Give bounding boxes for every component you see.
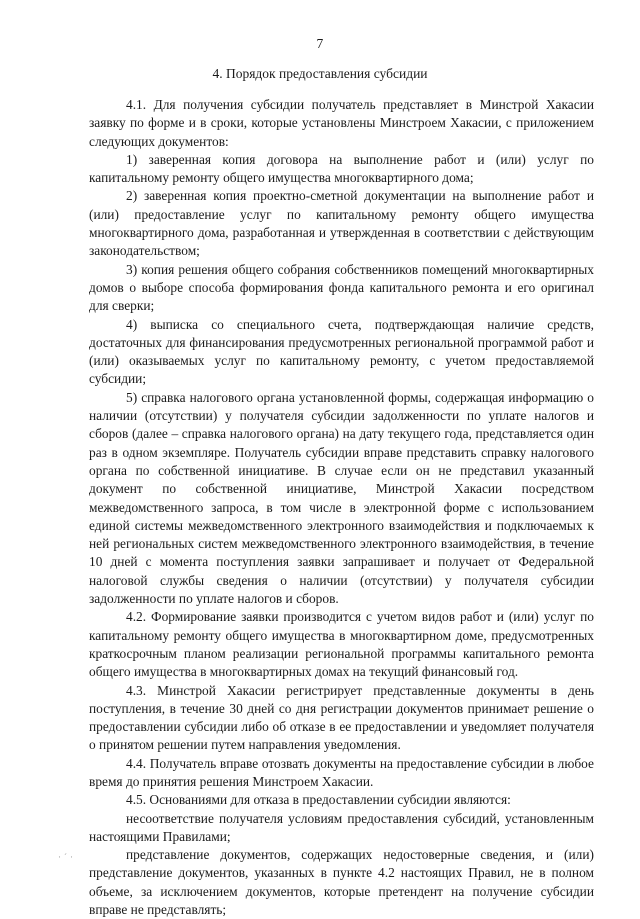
paragraph-item-4: 4) выписка со специального счета, подтверждающая наличие средств, достаточных для финансирования предусмотренных региональной программой работ и (или) оказываемых услуг по капитальному ремонту, с учетом предоставляемой субсидии; — [89, 316, 594, 387]
paragraph-4-4: 4.4. Получатель вправе отозвать документы на предоставление субсидии в любое время до принятия решения Минстроем Хакасии. — [89, 755, 594, 789]
page-number: 7 — [316, 36, 324, 51]
section-title: 4. Порядок предоставления субсидии — [212, 66, 428, 81]
paragraph-refusal-ground-2: представление документов, содержащих недостоверные сведения, и (или) представление документов, указанных в пункте 4.2 настоящих Правил, не в полном объеме, за исключением документов, которые претендент на получение субсидии вправе не представлять; — [89, 847, 594, 918]
paragraph-4-1: 4.1. Для получения субсидии получатель представляет в Минстрой Хакасии заявку по форме и в сроки, которые установлены Минстроем Хакасии, с приложением следующих документов: — [89, 97, 594, 149]
document-body — [89, 96, 594, 919]
paragraph-4-3: 4.3. Минстрой Хакасии регистрирует представленные документы в день поступления, в течение 30 дней со дня регистрации документов принимает решение о предоставлении субсидии либо об отказе в ее предоставлении и уведомляет получателя о принятом решении путем направления уведомления. — [89, 682, 594, 753]
paragraph-4-5: 4.5. Основаниями для отказа в предоставлении субсидии являются: — [126, 792, 511, 808]
paragraph-item-5: 5) справка налогового органа установленной формы, содержащая информацию о наличии (отсутствии) у получателя субсидии задолженности по уплате налогов и сборов (далее – справка налогового органа) на дату текущего года, представляется один раз в одном экземпляре. Получатель субсидии вправе представить справку налогового органа по собственной инициативе. В случае если он не представил указанный документ по собственной инициативе, Минстрой Хакасии посредством межведомственного запроса, в том числе в электронной форме с использованием единой системы межведомственного электронного взаимодействия и подключаемых к ней региональных систем межведомственного электронного взаимодействия, в течение 10 дней с момента поступления заявки запрашивает и получает от Федеральной налоговой службы сведения о наличии (отсутствии) у получателя субсидии задолженности по уплате налогов и сборов. — [89, 389, 594, 607]
scan-artifact-mark: ·´· — [58, 852, 76, 862]
paragraph-refusal-ground-1: несоответствие получателя условиям предоставления субсидий, установленным настоящими Правилами; — [89, 810, 594, 844]
paragraph-item-2: 2) заверенная копия проектно-сметной документации на выполнение работ и (или) предоставление услуг по капитальному ремонту общего имущества многоквартирного дома, разработанная и утвержденная в соответствии с действующим законодательством; — [89, 188, 594, 259]
paragraph-4-2: 4.2. Формирование заявки производится с учетом видов работ и (или) услуг по капитальному ремонту общего имущества в многоквартирном доме, предусмотренных краткосрочным планом реализации региональной программы капитального ремонта общего имущества в многоквартирных домах на текущий финансовый год. — [89, 609, 594, 680]
paragraph-item-3: 3) копия решения общего собрания собственников помещений многоквартирных домов о выборе способа формирования фонда капитального ремонта и его оригинал для сверки; — [89, 261, 594, 314]
paragraph-item-1: 1) заверенная копия договора на выполнение работ и (или) услуг по капитальному ремонту общего имущества многоквартирного дома; — [89, 151, 594, 186]
